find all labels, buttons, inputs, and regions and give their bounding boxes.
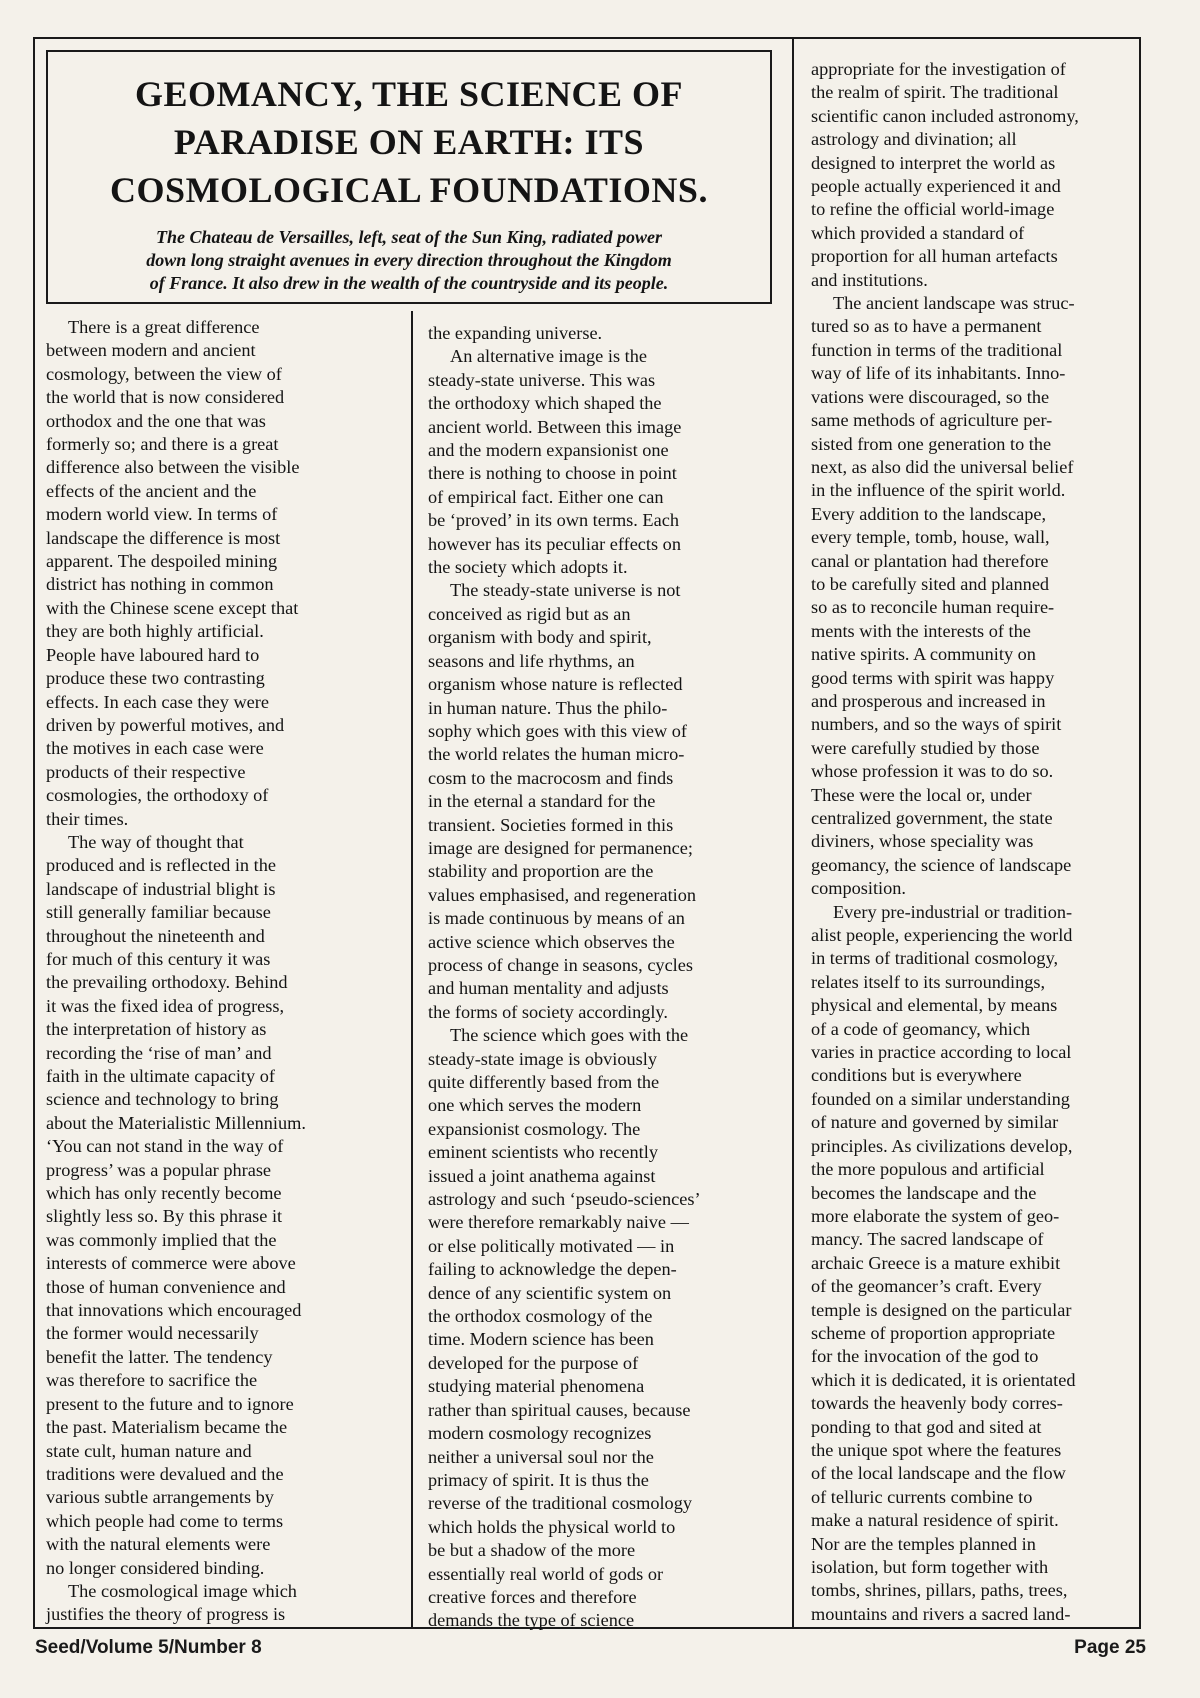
text-line: the realm of spirit. The traditional (811, 82, 1059, 103)
text-line: reverse of the traditional cosmology (428, 1493, 692, 1514)
text-line: seasons and life rhythms, an (428, 650, 635, 671)
text-line: driven by powerful motives, and (46, 714, 285, 735)
text-line: centralized government, the state (811, 808, 1053, 828)
text-line: ‘You can not stand in the way of (46, 1136, 284, 1157)
text-line: neither a universal soul nor the (428, 1446, 654, 1467)
text-line: alist people, experiencing the world (811, 925, 1073, 946)
text-line: isolation, but form together with (811, 1557, 1049, 1577)
text-line: archaic Greece is a mature exhibit (811, 1252, 1061, 1273)
text-line: ponding to that god and sited at (811, 1416, 1042, 1437)
text-line: for the invocation of the god to (811, 1346, 1039, 1367)
text-line: relates itself to its surroundings, (811, 971, 1046, 992)
text-line: various subtle arrangements by (46, 1487, 274, 1508)
text-line: The steady-state universe is not (450, 580, 681, 601)
text-line: physical and elemental, by means (811, 995, 1058, 1016)
text-line: next, as also did the universal belief (811, 456, 1074, 477)
text-line: conceived as rigid but as an (428, 603, 631, 624)
text-line: essentially real world of gods or (428, 1563, 664, 1584)
text-line: make a natural residence of spirit. (811, 1510, 1059, 1531)
text-line: the prevailing orthodoxy. Behind (46, 972, 288, 993)
text-line: values emphasised, and regeneration (428, 884, 697, 905)
text-line: ments with the interests of the (811, 620, 1031, 641)
text-column-1 (46, 316, 396, 1627)
text-line: scheme of proportion appropriate (811, 1322, 1056, 1343)
text-line: which provided a standard of (811, 222, 1025, 243)
text-line: scientific canon included astronomy, (811, 105, 1079, 126)
text-line: organism whose nature is reflected (428, 674, 683, 695)
text-line: active science which observes the (428, 931, 675, 952)
caption-line: The Chateau de Versailles, left, seat of the Sun King, radiated power (155, 227, 663, 247)
page-number: Page 25 (1074, 1637, 1146, 1658)
text-line: dence of any scientific system on (428, 1282, 672, 1303)
column-rule-1 (411, 311, 413, 1629)
text-line: the motives in each case were (46, 738, 264, 759)
text-line: there is nothing to choose in point (428, 463, 677, 484)
text-line: in the influence of the spirit world. (811, 480, 1066, 501)
text-line: effects. In each case they were (46, 691, 269, 712)
text-line: produce these two contrasting (46, 668, 265, 689)
text-line: mancy. The sacred landscape of (811, 1229, 1044, 1250)
text-line: the orthodox cosmology of the (428, 1306, 653, 1327)
text-line: way of life of its inhabitants. Inno- (811, 363, 1066, 384)
text-line: with the Chinese scene except that (46, 597, 299, 618)
text-line: tured so as to have a permanent (811, 316, 1042, 337)
text-line: apparent. The despoiled mining (46, 551, 278, 572)
text-line: every temple, tomb, house, wall, (811, 527, 1050, 548)
text-line: creative forces and therefore (428, 1586, 637, 1607)
text-line: effects of the ancient and the (46, 480, 257, 501)
text-line: steady-state universe. This was (428, 369, 656, 390)
text-line: modern world view. In terms of (46, 504, 278, 525)
text-line: they are both highly artificial. (46, 621, 264, 642)
text-line: or else politically motivated — in (428, 1235, 675, 1256)
text-line: astrology and divination; all (811, 129, 1017, 150)
text-column-3 (811, 58, 1139, 1626)
text-line: still generally familiar because (46, 902, 271, 923)
text-line: rather than spiritual causes, because (428, 1399, 691, 1420)
text-line: were carefully studied by those (811, 737, 1040, 758)
text-line: designed to interpret the world as (811, 152, 1056, 173)
text-line: the expanding universe. (428, 323, 603, 343)
text-line: about the Materialistic Millennium. (46, 1112, 306, 1133)
text-line: orthodox and the one that was (46, 410, 266, 431)
text-line: An alternative image is the (450, 346, 647, 367)
text-line: function in terms of the traditional (811, 339, 1063, 360)
text-line: be ‘proved’ in its own terms. Each (428, 510, 679, 531)
text-line: formerly so; and there is a great (46, 434, 279, 455)
text-line: failing to acknowledge the depen- (428, 1259, 677, 1280)
text-line: difference also between the visible (46, 457, 300, 478)
text-line: sophy which goes with this view of (428, 720, 687, 741)
text-line: to be carefully sited and planned (811, 573, 1050, 594)
text-line: steady-state image is obviously (428, 1048, 657, 1069)
text-line: the more populous and artificial (811, 1159, 1045, 1180)
text-line: diviners, whose speciality was (811, 831, 1034, 852)
text-line: eminent scientists who recently (428, 1142, 658, 1163)
text-line: The ancient landscape was struc- (833, 293, 1075, 314)
text-line: it was the fixed idea of progress, (46, 995, 285, 1016)
text-line: so as to reconcile human require- (811, 597, 1055, 618)
text-line: astrology and such ‘pseudo-sciences’ (428, 1189, 701, 1210)
text-line: more elaborate the system of geo- (811, 1205, 1060, 1226)
text-line: issued a joint anathema against (428, 1165, 656, 1186)
text-line: These were the local or, under (811, 784, 1032, 805)
text-line: varies in practice according to local (811, 1042, 1072, 1063)
text-line: Every pre-industrial or tradition- (833, 901, 1073, 922)
text-line: in the eternal a standard for the (428, 791, 656, 812)
text-line: for much of this century it was (46, 948, 271, 969)
text-line: the orthodoxy which shaped the (428, 393, 662, 414)
text-line: organism with body and spirit, (428, 627, 652, 648)
text-line: Every addition to the landscape, (811, 503, 1047, 524)
text-line: the world relates the human micro- (428, 744, 685, 765)
text-line: native spirits. A community on (811, 644, 1036, 665)
text-line: same methods of agriculture per- (811, 410, 1053, 431)
text-line: expansionist cosmology. The (428, 1118, 641, 1139)
text-line: the former would necessarily (46, 1323, 259, 1344)
text-line: of the geomancer’s craft. Every (811, 1276, 1042, 1297)
text-line: the world that is now considered (46, 387, 285, 408)
title-box (46, 50, 772, 304)
title-line: PARADISE ON EARTH: ITS (173, 122, 645, 162)
text-line: of empirical fact. Either one can (428, 486, 664, 507)
text-line: The science which goes with the (450, 1025, 689, 1046)
text-line: and prosperous and increased in (811, 690, 1046, 711)
text-line: district has nothing in common (46, 574, 274, 595)
text-line: composition. (811, 878, 906, 899)
text-line: The way of thought that (68, 831, 244, 852)
text-line: in terms of traditional cosmology, (811, 948, 1059, 969)
text-line: temple is designed on the particular (811, 1299, 1072, 1320)
text-line: of the local landscape and the flow (811, 1463, 1066, 1484)
text-line: which people had come to terms (46, 1510, 284, 1531)
text-line: landscape the difference is most (46, 527, 281, 548)
text-line: People have laboured hard to (46, 644, 260, 665)
column-rule-2 (792, 37, 794, 1629)
text-line: with the natural elements were (46, 1534, 271, 1555)
text-line: interests of commerce were above (46, 1253, 296, 1274)
text-line: and the modern expansionist one (428, 440, 669, 461)
text-line: quite differently based from the (428, 1072, 660, 1092)
text-line: towards the heavenly body corres- (811, 1393, 1063, 1414)
text-line: geomancy, the science of landscape (811, 854, 1072, 875)
text-line: which holds the physical world to (428, 1516, 676, 1537)
text-line: justifies the theory of progress is (46, 1604, 286, 1625)
title-line: GEOMANCY, THE SCIENCE OF (134, 74, 684, 114)
text-line: of nature and governed by similar (811, 1112, 1059, 1133)
text-line: traditions were devalued and the (46, 1463, 284, 1484)
caption-line: of France. It also drew in the wealth of the countryside and its people. (149, 273, 669, 293)
text-line: present to the future and to ignore (46, 1393, 294, 1414)
text-line: canal or plantation had therefore (811, 550, 1049, 571)
text-line: primacy of spirit. It is thus the (428, 1469, 649, 1490)
text-line: image are designed for permanence; (428, 837, 693, 858)
photo-caption (72, 226, 746, 295)
text-line: recording the ‘rise of man’ and (46, 1042, 272, 1063)
text-line: no longer considered binding. (46, 1557, 265, 1578)
text-line: the past. Materialism became the (46, 1417, 288, 1438)
title-line: COSMOLOGICAL FOUNDATIONS. (110, 170, 708, 210)
text-line: time. Modern science has been (428, 1329, 654, 1350)
article-title (72, 70, 746, 214)
text-line: and human mentality and adjusts (428, 978, 669, 999)
text-line: of a code of geomancy, which (811, 1018, 1031, 1039)
text-line: proportion for all human artefacts (811, 246, 1058, 267)
text-line: benefit the latter. The tendency (46, 1346, 273, 1367)
text-line: however has its peculiar effects on (428, 533, 681, 554)
text-line: mountains and rivers a sacred land- (811, 1603, 1071, 1624)
text-line: developed for the purpose of (428, 1352, 639, 1373)
text-line: cosm to the macrocosm and finds (428, 767, 674, 788)
text-line: There is a great difference (68, 317, 260, 337)
text-line: cosmology, between the view of (46, 363, 282, 384)
text-line: their times. (46, 808, 129, 829)
text-line: state cult, human nature and (46, 1440, 252, 1461)
text-line: products of their respective (46, 761, 246, 782)
text-column-2 (428, 322, 768, 1633)
text-line: Nor are the temples planned in (811, 1533, 1036, 1554)
text-line: of telluric currents combine to (811, 1486, 1033, 1507)
text-line: founded on a similar understanding (811, 1088, 1070, 1109)
text-line: throughout the nineteenth and (46, 925, 265, 946)
caption-line: down long straight avenues in every direction throughout the Kingdom (146, 250, 672, 270)
text-line: the society which adopts it. (428, 557, 628, 578)
text-line: landscape of industrial blight is (46, 878, 276, 899)
text-line: those of human convenience and (46, 1276, 286, 1297)
text-line: appropriate for the investigation of (811, 59, 1066, 79)
text-line: becomes the landscape and the (811, 1182, 1037, 1203)
text-line: vations were discouraged, so the (811, 386, 1050, 407)
text-line: modern cosmology recognizes (428, 1423, 652, 1444)
text-line: science and technology to bring (46, 1089, 279, 1110)
issue-footer: Seed/Volume 5/Number 8 (35, 1637, 262, 1658)
text-line: conditions but is everywhere (811, 1065, 1022, 1086)
text-line: stability and proportion are the (428, 861, 654, 882)
text-line: sisted from one generation to the (811, 433, 1052, 454)
text-line: progress’ was a popular phrase (46, 1159, 272, 1180)
text-line: transient. Societies formed in this (428, 814, 674, 835)
text-line: produced and is reflected in the (46, 855, 276, 876)
text-line: process of change in seasons, cycles (428, 954, 693, 975)
text-line: demands the type of science (428, 1610, 635, 1631)
text-line: the interpretation of history as (46, 1019, 267, 1040)
text-line: ancient world. Between this image (428, 416, 682, 437)
text-line: people actually experienced it and (811, 176, 1061, 197)
text-line: slightly less so. By this phrase it (46, 1206, 283, 1227)
text-line: which it is dedicated, it is orientated (811, 1369, 1076, 1390)
text-line: in human nature. Thus the philo- (428, 697, 668, 718)
text-line: the forms of society accordingly. (428, 1001, 668, 1022)
text-line: principles. As civilizations develop, (811, 1135, 1073, 1156)
text-line: The cosmological image which (68, 1580, 297, 1601)
text-line: one which serves the modern (428, 1095, 642, 1116)
text-line: whose profession it was to do so. (811, 761, 1054, 782)
text-line: numbers, and so the ways of spirit (811, 714, 1062, 735)
text-line: good terms with spirit was happy (811, 667, 1055, 688)
text-line: the unique spot where the features (811, 1439, 1062, 1460)
text-line: that innovations which encouraged (46, 1300, 302, 1321)
text-line: tombs, shrines, pillars, paths, trees, (811, 1580, 1068, 1601)
text-line: is made continuous by means of an (428, 908, 685, 929)
text-line: was commonly implied that the (46, 1229, 277, 1250)
text-line: between modern and ancient (46, 340, 256, 361)
text-line: be but a shadow of the more (428, 1540, 636, 1561)
text-line: were therefore remarkably naive — (428, 1212, 689, 1233)
text-line: cosmologies, the orthodoxy of (46, 785, 269, 806)
text-line: which has only recently become (46, 1183, 282, 1204)
text-line: and institutions. (811, 269, 928, 290)
text-line: studying material phenomena (428, 1376, 645, 1397)
text-line: to refine the official world-image (811, 199, 1055, 220)
text-line: faith in the ultimate capacity of (46, 1066, 275, 1086)
text-line: was therefore to sacrifice the (46, 1370, 258, 1391)
